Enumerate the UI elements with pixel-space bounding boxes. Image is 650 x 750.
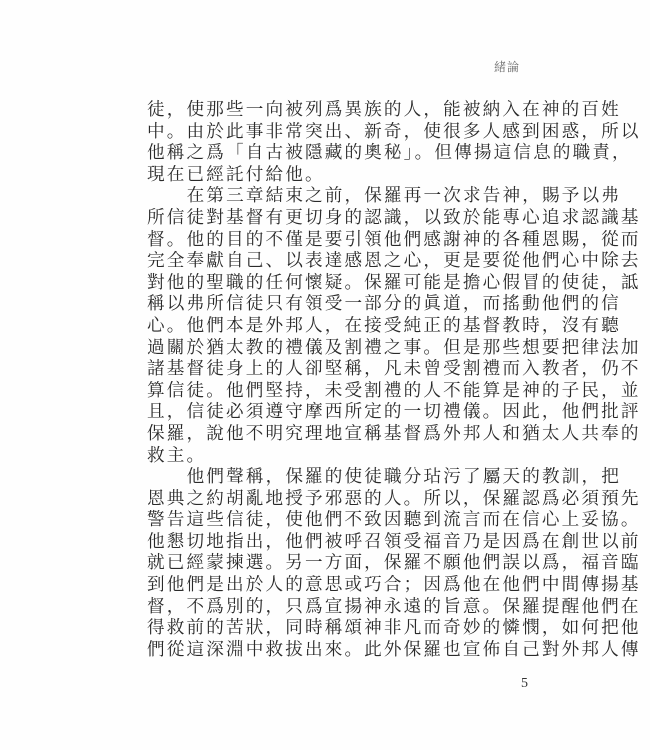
text-line: 他懇切地指出，他們被呼召領受福音乃是因爲在創世以前 bbox=[147, 531, 641, 552]
page-number: 5 bbox=[521, 676, 528, 691]
text-line: 救主。 bbox=[147, 445, 207, 466]
text-line: 得救前的苦狀，同時稱頌神非凡而奇妙的憐憫，如何把他 bbox=[147, 618, 641, 639]
text-line: 且，信徒必須遵守摩西所定的一切禮儀。因此，他們批評 bbox=[147, 402, 641, 423]
text-line: 們從這深淵中救拔出來。此外保羅也宣佈自己對外邦人傳 bbox=[147, 639, 641, 660]
text-line: 他稱之爲「自古被隱藏的奧秘」。但傳揚這信息的職責， bbox=[147, 143, 632, 164]
text-line: 算信徒。他們堅持，未受割禮的人不能算是神的子民，並 bbox=[147, 380, 641, 401]
text-line: 稱以弗所信徒只有領受一部分的眞道，而搖動他們的信 bbox=[147, 294, 621, 315]
text-line: 督，不爲別的，只爲宣揚神永遠的旨意。保羅提醒他們在 bbox=[147, 596, 641, 617]
text-line: 心。他們本是外邦人，在接受純正的基督教時，沒有聽 bbox=[147, 315, 621, 336]
text-line: 就已經蒙揀選。另一方面，保羅不願他們誤以爲，福音臨 bbox=[147, 553, 641, 574]
text-line: 對他的聖職的任何懷疑。保羅可能是擔心假冒的使徒，詆 bbox=[147, 272, 641, 293]
text-line: 現在已經託付給他。 bbox=[147, 164, 325, 185]
text-line: 督。他的目的不僅是要引領他們感謝神的各種恩賜，從而 bbox=[147, 229, 641, 250]
body-text bbox=[147, 100, 641, 661]
paragraph-first-line: 在第三章結束之前，保羅再一次求告神，賜予以弗 bbox=[186, 186, 621, 207]
text-line: 徒，使那些一向被列爲異族的人，能被納入在神的百姓 bbox=[147, 100, 621, 120]
text-line: 所信徒對基督有更切身的認識，以致於能專心追求認識基 bbox=[147, 207, 641, 228]
text-line: 諸基督徒身上的人卻堅稱，凡未曾受割禮而入教者，仍不 bbox=[147, 359, 641, 380]
text-line: 過關於猶太教的禮儀及割禮之事。但是那些想要把律法加 bbox=[147, 337, 641, 358]
text-line: 中。由於此事非常突出、新奇，使很多人感到困惑，所以 bbox=[147, 121, 641, 142]
text-line: 到他們是出於人的意思或巧合；因爲他在他們中間傳揚基 bbox=[147, 575, 641, 596]
running-header: 緒論 bbox=[494, 60, 521, 74]
text-line: 恩典之約胡亂地授予邪惡的人。所以，保羅認爲必須預先 bbox=[147, 488, 641, 509]
text-line: 警告這些信徒，使他們不致因聽到流言而在信心上妥協。 bbox=[147, 510, 641, 531]
text-line: 保羅，說他不明究理地宣稱基督爲外邦人和猶太人共奉的 bbox=[147, 423, 641, 444]
text-line: 完全奉獻自己、以表達感恩之心，更是要從他們心中除去 bbox=[147, 251, 641, 272]
paragraph-first-line: 他們聲稱，保羅的使徒職分玷污了屬天的教訓，把 bbox=[186, 467, 621, 488]
